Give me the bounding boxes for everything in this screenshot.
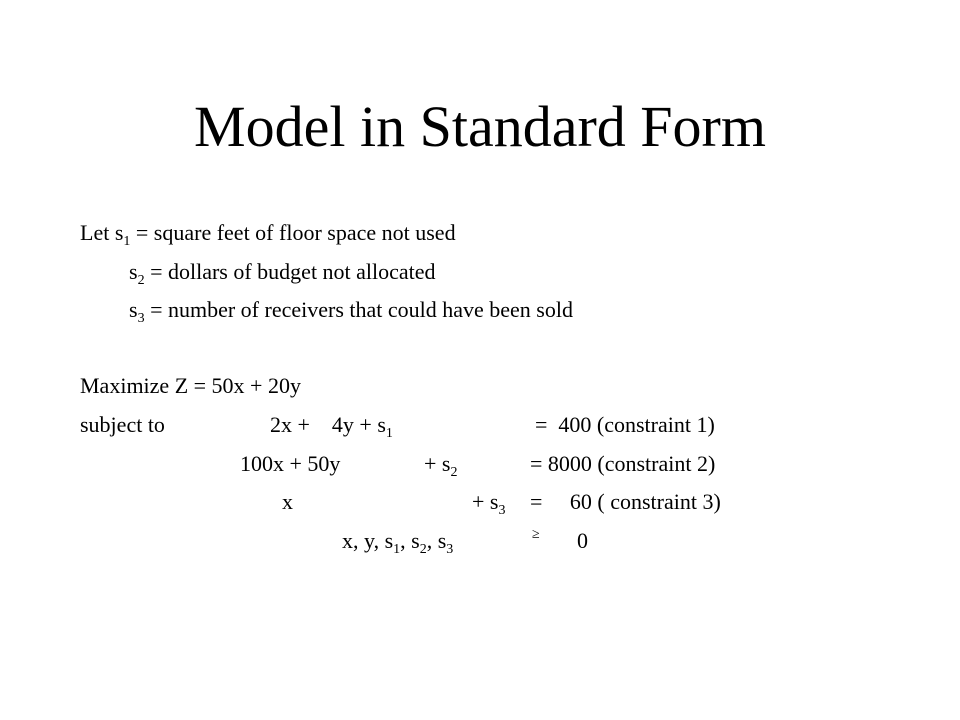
constraint-1-lhs-text: 2x + 4y + s bbox=[270, 412, 386, 437]
constraint-2-rhs: = 8000 (constraint 2) bbox=[530, 451, 716, 476]
constraint-2-slack bbox=[424, 451, 458, 480]
constraint-1-lhs bbox=[270, 412, 393, 441]
nonneg-part-3: , s bbox=[426, 528, 447, 553]
greater-equal-symbol: ≥ bbox=[532, 527, 540, 542]
definition-s2-prefix: s bbox=[129, 259, 138, 284]
constraint-3-slack-text: + s bbox=[472, 489, 499, 514]
constraint-1-subscript: 1 bbox=[385, 426, 393, 441]
constraint-3-slack bbox=[472, 489, 506, 518]
definition-s1-prefix: Let s bbox=[80, 220, 124, 245]
constraint-3-rhs: = 60 ( constraint 3) bbox=[530, 489, 721, 514]
nonneg-sub-1: 1 bbox=[393, 542, 401, 557]
subject-to-label: subject to bbox=[80, 412, 165, 437]
definition-s1 bbox=[80, 220, 456, 249]
definition-s2 bbox=[129, 259, 436, 288]
objective-function: Maximize Z = 50x + 20y bbox=[80, 373, 301, 398]
nonneg-sub-2: 2 bbox=[419, 542, 427, 557]
constraint-2-slack-text: + s bbox=[424, 451, 451, 476]
constraint-1-rhs: = 400 (constraint 1) bbox=[535, 412, 715, 437]
definition-s1-text: = square feet of floor space not used bbox=[130, 220, 456, 245]
definition-s3 bbox=[129, 297, 573, 326]
definition-s3-prefix: s bbox=[129, 297, 138, 322]
definition-s1-subscript: 1 bbox=[123, 234, 131, 249]
definition-s2-text: = dollars of budget not allocated bbox=[144, 259, 436, 284]
slide-title: Model in Standard Form bbox=[194, 94, 766, 159]
nonneg-part-2: , s bbox=[400, 528, 420, 553]
definition-s3-text: = number of receivers that could have been sold bbox=[144, 297, 573, 322]
definition-s3-subscript: 3 bbox=[137, 311, 145, 326]
nonnegativity-variables bbox=[342, 528, 454, 557]
definition-s2-subscript: 2 bbox=[137, 273, 145, 288]
nonnegativity-rhs: 0 bbox=[577, 528, 588, 553]
nonneg-part-1: x, y, s bbox=[342, 528, 394, 553]
constraint-3-var: x bbox=[282, 489, 293, 514]
constraint-2-subscript: 2 bbox=[450, 465, 458, 480]
constraint-3-subscript: 3 bbox=[498, 503, 506, 518]
nonneg-sub-3: 3 bbox=[446, 542, 454, 557]
constraint-2-lhs: 100x + 50y bbox=[240, 451, 341, 476]
